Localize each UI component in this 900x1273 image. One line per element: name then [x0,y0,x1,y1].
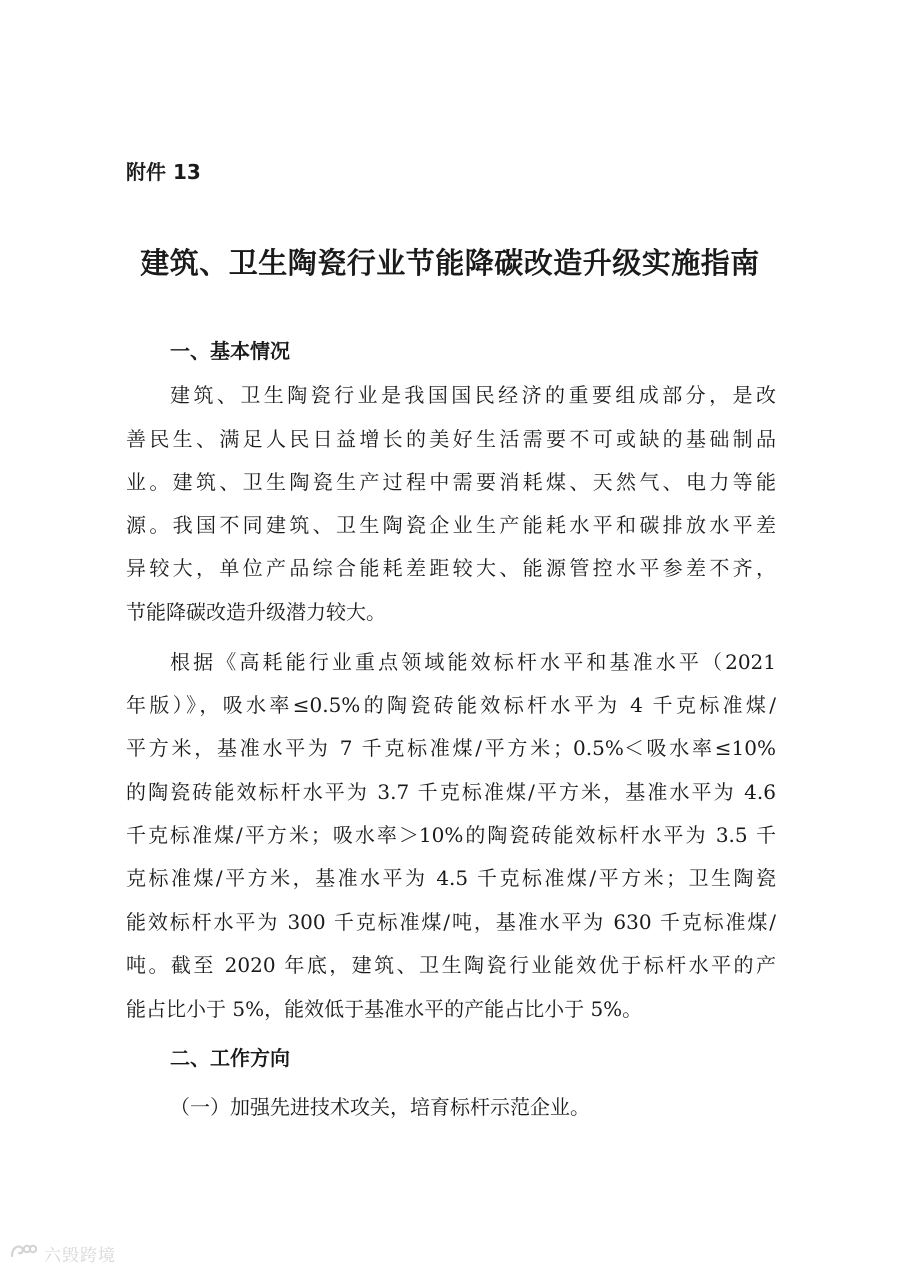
document-title: 建筑、卫生陶瓷行业节能降碳改造升级实施指南 [140,246,760,280]
text-line: 源。我国不同建筑、卫生陶瓷企业生产能耗水平和碳排放水平差 [126,513,776,537]
text-line: 的陶瓷砖能效标杆水平为 3.7 千克标准煤/平方米，基准水平为 4.6 [126,780,776,804]
text-line: 异较大，单位产品综合能耗差距较大、能源管控水平参差不齐， [126,556,776,580]
section-heading-direction: 二、工作方向 [170,1046,290,1070]
text-line: 建筑、卫生陶瓷行业是我国国民经济的重要组成部分，是改 [170,383,776,407]
brand-logo-icon [8,1240,38,1266]
text-line: 节能降碳改造升级潜力较大。 [126,600,386,624]
text-line: 克标准煤/平方米，基准水平为 4.5 千克标准煤/平方米；卫生陶瓷 [126,866,776,890]
text-line: 业。建筑、卫生陶瓷生产过程中需要消耗煤、天然气、电力等能 [126,470,776,494]
section-heading-basic: 一、基本情况 [170,339,290,363]
text-line: 根据《高耗能行业重点领域能效标杆水平和基准水平（2021 [170,650,776,674]
text-line: 年版）》，吸水率≤0.5%的陶瓷砖能效标杆水平为 4 千克标准煤/ [126,693,776,717]
attachment-label: 附件 13 [126,160,201,184]
text-line: 平方米，基准水平为 7 千克标准煤/平方米；0.5%＜吸水率≤10% [126,736,776,760]
watermark [8,1240,116,1266]
text-line: 千克标准煤/平方米；吸水率＞10%的陶瓷砖能效标杆水平为 3.5 千 [126,823,776,847]
subsection-heading: （一）加强先进技术攻关，培育标杆示范企业。 [170,1095,590,1119]
watermark-text: 六毁跨境 [44,1245,116,1266]
text-line: 善民生、满足人民日益增长的美好生活需要不可或缺的基础制品 [126,427,776,451]
text-line: 能效标杆水平为 300 千克标准煤/吨，基准水平为 630 千克标准煤/ [126,910,776,934]
text-line: 能占比小于 5%，能效低于基准水平的产能占比小于 5%。 [126,997,643,1021]
text-line: 吨。截至 2020 年底，建筑、卫生陶瓷行业能效优于标杆水平的产 [126,953,776,977]
